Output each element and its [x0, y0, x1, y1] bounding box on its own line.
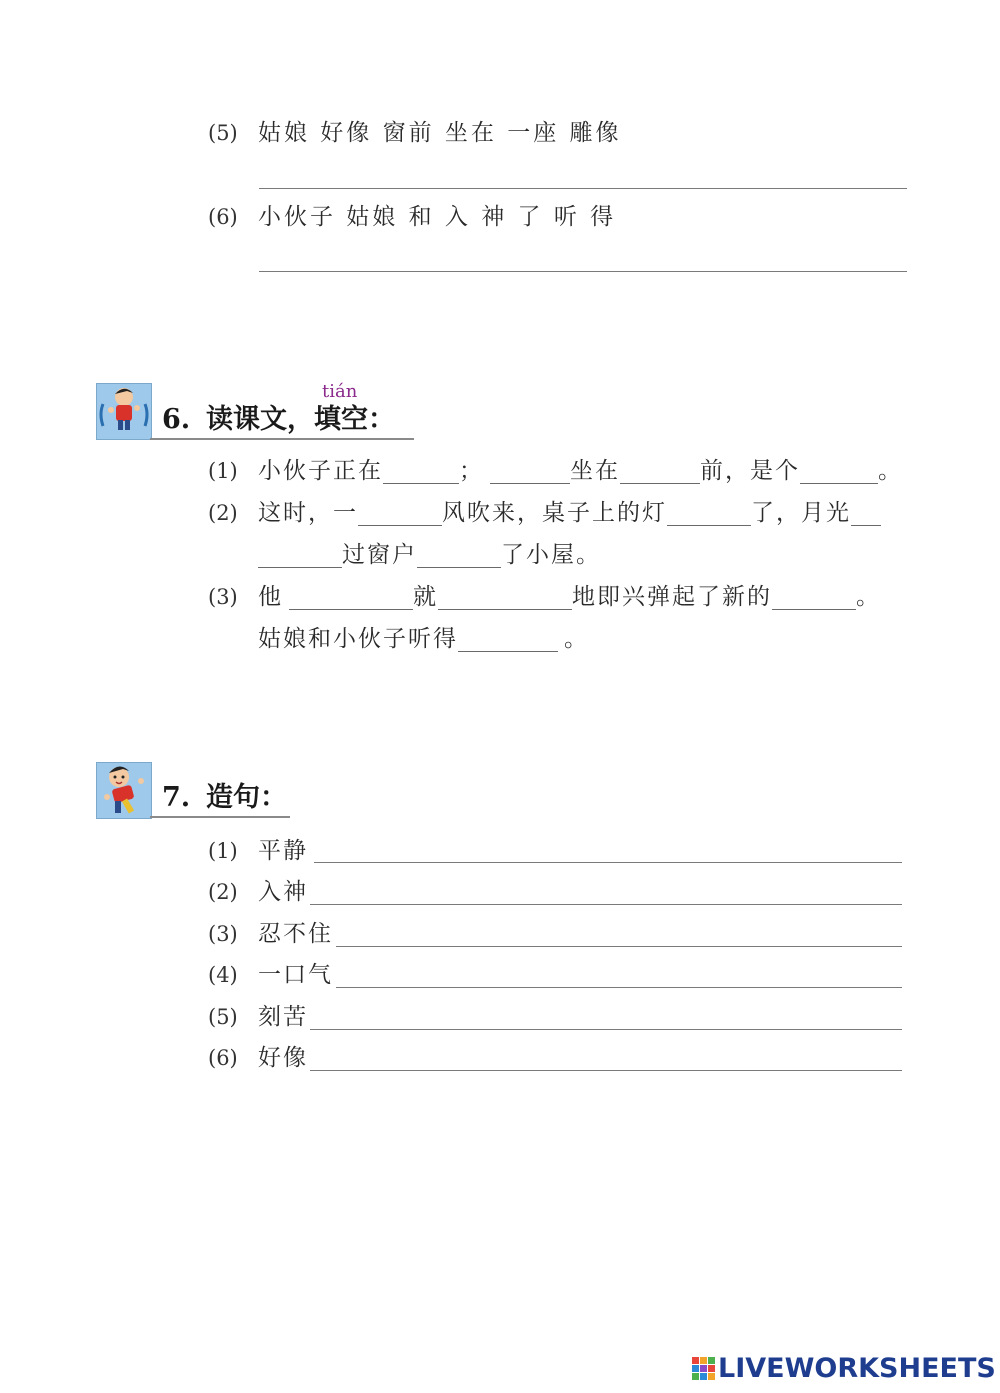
blank-field[interactable]: [458, 627, 558, 652]
word-prompt: 好像: [258, 1045, 308, 1071]
text-segment: 了，月光: [751, 500, 851, 526]
item-number: (3): [208, 922, 238, 946]
word-prompt: 忍不住: [258, 921, 333, 947]
text-segment: 风吹来，桌子上的灯: [442, 500, 667, 526]
section-number: 6.: [162, 404, 191, 435]
text-segment: 。: [878, 458, 903, 484]
boy-mascot-icon: [96, 762, 152, 819]
item-number: (5): [208, 1005, 238, 1029]
text-segment: 过窗户: [342, 542, 417, 568]
answer-line[interactable]: [314, 862, 902, 863]
item-number: (2): [208, 880, 238, 904]
text-segment: 。: [856, 584, 881, 610]
blank-field[interactable]: [358, 501, 442, 526]
text-segment: 就: [413, 584, 438, 610]
blank-field[interactable]: [851, 501, 881, 526]
item-number: (1): [208, 459, 238, 483]
word-prompt: 一口气: [258, 962, 333, 988]
item-number: (5): [208, 121, 238, 145]
text-segment: 。: [564, 626, 589, 652]
pinyin-annotation: tián: [322, 381, 358, 402]
text-segment: 坐在: [570, 458, 620, 484]
blank-field[interactable]: [289, 585, 413, 610]
word-prompt: 入神: [258, 879, 308, 905]
blank-field[interactable]: [417, 543, 501, 568]
logo-text: LIVEWORKSHEETS: [718, 1353, 996, 1384]
text-segment: ；: [459, 458, 484, 484]
text-segment: 他: [258, 584, 283, 610]
blank-field[interactable]: [258, 543, 342, 568]
item-number: (6): [208, 205, 238, 229]
item-number: (6): [208, 1046, 238, 1070]
item-number: (1): [208, 839, 238, 863]
text-segment: 了小屋。: [501, 542, 601, 568]
blank-field[interactable]: [490, 459, 570, 484]
answer-line[interactable]: [310, 1070, 902, 1071]
title-underline: [150, 816, 290, 818]
word-prompt: 平静: [258, 838, 308, 864]
title-underline: [150, 438, 414, 440]
blank-field[interactable]: [800, 459, 878, 484]
blank-field[interactable]: [620, 459, 700, 484]
word-prompt: 刻苦: [258, 1004, 308, 1030]
reorder-words: 姑娘 好像 窗前 坐在 一座 雕像: [258, 120, 622, 146]
answer-line[interactable]: [336, 987, 902, 988]
blank-field[interactable]: [772, 585, 856, 610]
text-segment: 小伙子正在: [258, 458, 383, 484]
item-number: (2): [208, 501, 238, 525]
blank-field[interactable]: [667, 501, 751, 526]
answer-line[interactable]: [336, 946, 902, 947]
item-number: (4): [208, 963, 238, 987]
answer-line[interactable]: [259, 188, 907, 189]
liveworksheets-logo-icon: [692, 1357, 716, 1385]
section-title: 造句：: [206, 782, 287, 813]
boy-mascot-icon: [96, 383, 152, 440]
section-number: 7.: [162, 782, 191, 813]
blank-field[interactable]: [383, 459, 459, 484]
blank-field[interactable]: [438, 585, 572, 610]
reorder-words: 小伙子 姑娘 和 入 神 了 听 得: [258, 204, 617, 230]
answer-line[interactable]: [259, 271, 907, 272]
text-segment: 地即兴弹起了新的: [572, 584, 772, 610]
text-segment: 前，是个: [700, 458, 800, 484]
text-segment: 姑娘和小伙子听得: [258, 626, 458, 652]
section-title: 读课文，填空：: [206, 404, 395, 435]
item-number: (3): [208, 585, 238, 609]
answer-line[interactable]: [310, 1029, 902, 1030]
answer-line[interactable]: [310, 904, 902, 905]
text-segment: 这时，一: [258, 500, 358, 526]
